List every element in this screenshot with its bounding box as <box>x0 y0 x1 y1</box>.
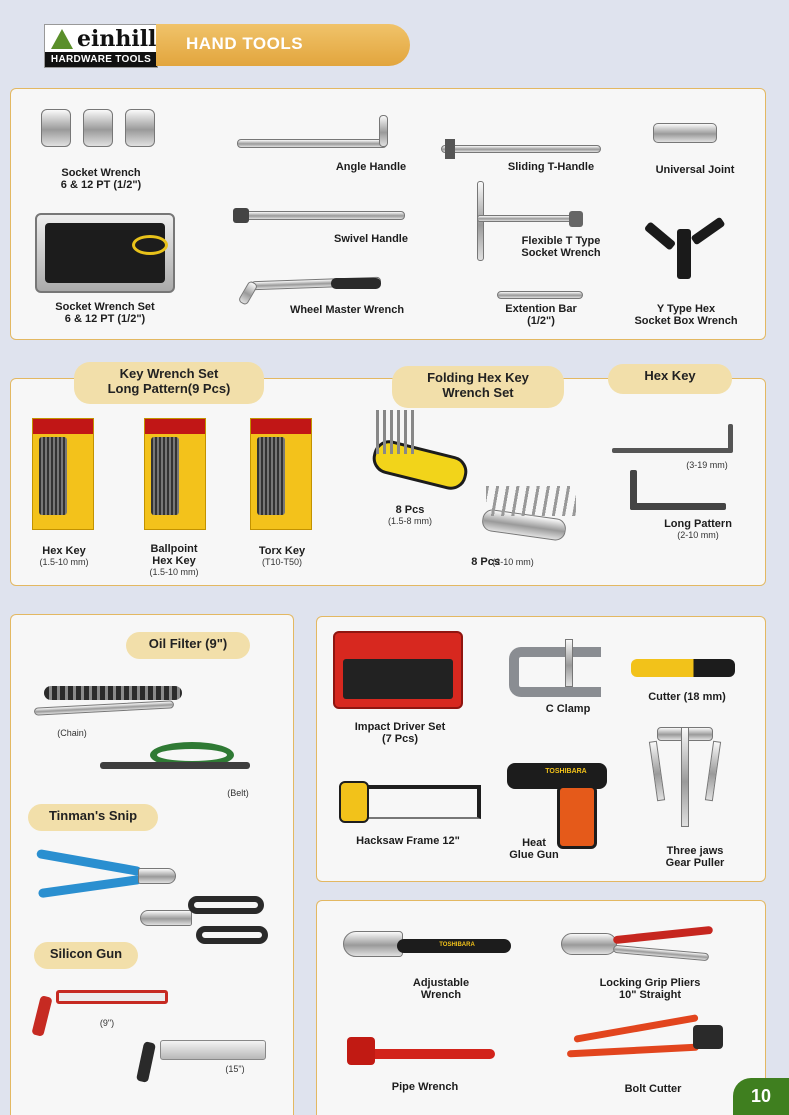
bolt-cutter-image <box>573 1014 698 1043</box>
section-title: HAND TOOLS <box>186 34 304 53</box>
flexible-t-bar <box>477 215 575 222</box>
angle-handle-bend <box>379 115 388 147</box>
torx-card-image <box>250 418 312 530</box>
sliding-t-handle-image <box>441 145 601 153</box>
silicon-gun-15-barrel <box>160 1040 266 1060</box>
y-arm-left <box>644 221 676 251</box>
impact-driver-case-image <box>333 631 463 709</box>
triangle-icon <box>51 29 73 49</box>
hex-key-card-image <box>32 418 94 530</box>
folding-8pcs-a-label: 8 Pcs <box>395 504 425 516</box>
key-wrench-set-title: Key Wrench Set Long Pattern(9 Pcs) <box>74 362 264 404</box>
long-pattern-bend <box>630 470 637 510</box>
size-15-label: (15") <box>225 1064 245 1074</box>
cutter-image <box>631 659 735 677</box>
swivel-head <box>233 208 249 223</box>
locking-pliers-handle <box>613 926 713 944</box>
c-clamp-screw <box>565 639 573 687</box>
long-pattern-key-image <box>630 503 726 510</box>
tinman-snip-black-handle <box>188 896 264 914</box>
size-9-label: (9") <box>99 1018 115 1028</box>
wheel-master-grip <box>331 278 381 289</box>
tinman-snip-black-jaw <box>140 910 192 926</box>
wheel-master-bend <box>238 280 259 306</box>
adjustable-wrench-brand: TOSHIBARA <box>439 942 475 948</box>
torx-size: (T10-T50) <box>261 557 302 567</box>
folding-8pcs-b-size: (2-10 mm) <box>492 557 534 567</box>
adjustable-wrench-image <box>343 931 403 957</box>
socket-image <box>41 109 71 147</box>
pipe-wrench-label: Pipe Wrench <box>391 1081 459 1093</box>
brand-logo <box>44 24 158 68</box>
right-mid-panel <box>316 616 766 882</box>
right-low-panel <box>316 900 766 1115</box>
folding-hex-key-title: Folding Hex Key Wrench Set <box>392 366 564 408</box>
folding-key-blades <box>376 410 416 454</box>
locking-pliers-jaw <box>561 933 617 955</box>
socket-wrench-label: Socket Wrench 6 & 12 PT (1/2") <box>60 167 142 191</box>
extention-bar-label: Extention Bar (1/2") <box>505 303 577 327</box>
c-clamp-image <box>509 647 601 697</box>
angle-handle-image <box>237 139 387 148</box>
tinmans-snip-title: Tinman's Snip <box>28 804 158 831</box>
folding-8pcs-a-size: (1.5-8 mm) <box>387 516 432 526</box>
silicon-gun-title: Silicon Gun <box>34 942 138 969</box>
hex-key-label: Hex Key <box>42 545 86 557</box>
folding-key-silver-blades <box>486 486 576 516</box>
gear-puller-jaw-r <box>705 741 721 802</box>
hacksaw-grip <box>339 781 369 823</box>
pipe-wrench-head <box>347 1037 375 1065</box>
adjustable-wrench-label: Adjustable Wrench <box>412 977 470 1001</box>
belt-wrench-handle <box>100 762 250 769</box>
tinman-snip-blue-jaw <box>138 868 176 884</box>
chain-wrench-image <box>44 686 182 700</box>
y-type-hex-label: Y Type Hex Socket Box Wrench <box>634 303 738 327</box>
brand-name: einhill <box>77 26 157 52</box>
tinman-snip-black-handle2 <box>196 926 268 944</box>
sliding-t-block <box>445 139 455 159</box>
belt-label: (Belt) <box>227 788 249 798</box>
flexible-t-socket <box>569 211 583 227</box>
bolt-cutter-jaw <box>693 1025 723 1049</box>
y-arm-right <box>690 217 725 246</box>
hex-key-size: (1.5-10 mm) <box>39 557 89 567</box>
chain-label: (Chain) <box>57 728 87 738</box>
long-pattern-size: (2-10 mm) <box>677 530 719 540</box>
ballpoint-card-image <box>144 418 206 530</box>
bolt-cutter-handle2 <box>567 1044 699 1058</box>
universal-joint-label: Universal Joint <box>655 164 735 176</box>
section-title-bar <box>156 24 410 66</box>
locking-pliers-handle2 <box>613 945 709 961</box>
impact-driver-label: Impact Driver Set (7 Pcs) <box>354 721 446 745</box>
swivel-handle-label: Swivel Handle <box>334 233 408 245</box>
extention-bar-image <box>497 291 583 299</box>
gear-puller-screw <box>681 727 689 827</box>
flexible-t-label: Flexible T Type Socket Wrench <box>521 235 601 259</box>
gear-puller-label: Three jaws Gear Puller <box>665 845 725 869</box>
hex-key-image <box>612 448 732 453</box>
hex-key-short-size: (3-19 mm) <box>686 460 728 470</box>
glue-gun-label: Heat Glue Gun <box>509 837 559 861</box>
socket-image <box>125 109 155 147</box>
page-number: 10 <box>733 1078 789 1115</box>
glue-gun-brand: TOSHIBARA <box>545 768 587 775</box>
ballpoint-hex-key-label: Ballpoint Hex Key <box>150 543 198 567</box>
long-pattern-label: Long Pattern <box>664 518 732 530</box>
torx-key-label: Torx Key <box>258 545 306 557</box>
sliding-t-handle-label: Sliding T-Handle <box>507 161 595 173</box>
universal-joint-image <box>653 123 717 143</box>
bolt-cutter-label: Bolt Cutter <box>624 1083 682 1095</box>
sockets-panel <box>10 88 766 340</box>
angle-handle-label: Angle Handle <box>335 161 407 173</box>
socket-image <box>83 109 113 147</box>
folding-8pcs-b-label: 8 Pcs <box>471 556 500 568</box>
gear-puller-jaw-l <box>649 741 665 802</box>
hex-key-title: Hex Key <box>608 364 732 394</box>
locking-pliers-label: Locking Grip Pliers 10" Straight <box>599 977 701 1001</box>
wheel-master-wrench-label: Wheel Master Wrench <box>289 304 405 316</box>
y-type-hex-image <box>677 229 691 279</box>
c-clamp-label: C Clamp <box>545 703 591 715</box>
oil-filter-title: Oil Filter (9") <box>126 632 250 659</box>
silicon-gun-9-barrel <box>56 990 168 1004</box>
cutter-label: Cutter (18 mm) <box>648 691 726 703</box>
socket-set-case-image <box>35 213 175 293</box>
hex-key-bend <box>728 424 733 453</box>
ballpoint-size: (1.5-10 mm) <box>149 567 199 577</box>
hacksaw-label: Hacksaw Frame 12" <box>356 835 460 847</box>
swivel-handle-image <box>233 211 405 220</box>
brand-subtitle: HARDWARE TOOLS <box>45 52 157 67</box>
socket-wrench-set-label: Socket Wrench Set 6 & 12 PT (1/2") <box>55 301 155 325</box>
